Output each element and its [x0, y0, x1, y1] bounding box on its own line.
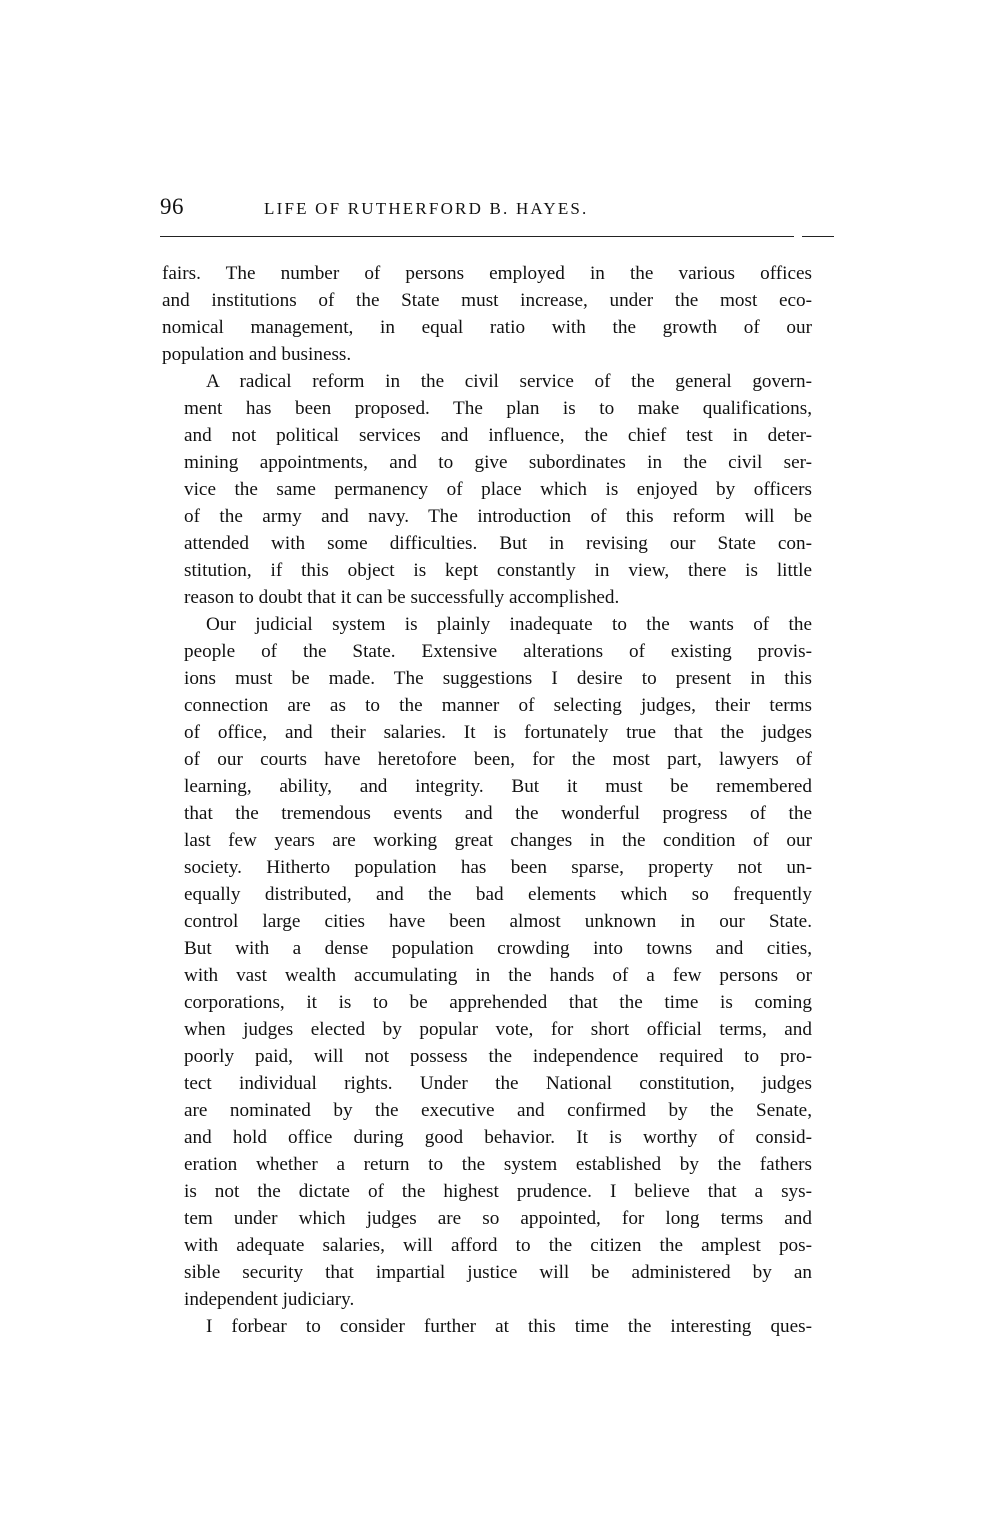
text-line: and institutions of the State must increase, under the most eco- — [162, 290, 812, 311]
text-line: independent judiciary. — [184, 1289, 355, 1310]
book-page — [162, 0, 812, 1517]
text-line: population and business. — [162, 344, 352, 365]
running-title: LIFE OF RUTHERFORD B. HAYES. — [264, 199, 589, 218]
paragraph — [162, 260, 812, 368]
text-line: last few years are working great changes in the condition of our — [184, 830, 812, 851]
text-line: sible security that impartial justice will be administered by an — [184, 1262, 812, 1283]
header-rule-tail — [802, 236, 834, 237]
text-line: ment has been proposed. The plan is to make qualifications, — [184, 398, 812, 419]
text-line: when judges elected by popular vote, for short official terms, and — [184, 1019, 812, 1040]
text-line: fairs. The number of persons employed in the various offices — [162, 263, 812, 284]
paragraph — [162, 368, 812, 611]
text-line: corporations, it is to be apprehended that the time is coming — [184, 992, 812, 1013]
text-line: is not the dictate of the highest prudence. I believe that a sys- — [184, 1181, 812, 1202]
text-line: with adequate salaries, will afford to the citizen the amplest pos- — [184, 1235, 812, 1256]
text-line: stitution, if this object is kept constantly in view, there is little — [184, 560, 812, 581]
text-line: eration whether a return to the system established by the fathers — [184, 1154, 812, 1175]
paragraph — [162, 1313, 812, 1340]
text-line: attended with some difficulties. But in revising our State con- — [184, 533, 812, 554]
text-line: that the tremendous events and the wonderful progress of the — [184, 803, 812, 824]
text-line: of the army and navy. The introduction of this reform will be — [184, 506, 812, 527]
text-line: I forbear to consider further at this time the interesting ques- — [206, 1316, 812, 1337]
text-line: Our judicial system is plainly inadequate to the wants of the — [206, 614, 812, 635]
text-line: control large cities have been almost unknown in our State. — [184, 911, 812, 932]
text-line: connection are as to the manner of selecting judges, their terms — [184, 695, 812, 716]
text-line: equally distributed, and the bad elements which so frequently — [184, 884, 812, 905]
paragraph — [162, 611, 812, 1313]
text-line: with vast wealth accumulating in the hands of a few persons or — [184, 965, 812, 986]
running-head — [162, 190, 802, 224]
text-line: are nominated by the executive and confirmed by the Senate, — [184, 1100, 812, 1121]
text-line: reason to doubt that it can be successfully accomplished. — [184, 587, 620, 608]
text-line: ions must be made. The suggestions I desire to present in this — [184, 668, 812, 689]
text-line: society. Hitherto population has been sparse, property not un- — [184, 857, 812, 878]
text-line: mining appointments, and to give subordinates in the civil ser- — [184, 452, 812, 473]
text-line: tect individual rights. Under the National constitution, judges — [184, 1073, 812, 1094]
text-line: learning, ability, and integrity. But it must be remembered — [184, 776, 812, 797]
text-line: vice the same permanency of place which is enjoyed by officers — [184, 479, 812, 500]
text-line: tem under which judges are so appointed, for long terms and — [184, 1208, 812, 1229]
page-number: 96 — [160, 194, 184, 219]
text-line: of our courts have heretofore been, for the most part, lawyers of — [184, 749, 812, 770]
body-text — [162, 260, 812, 1340]
text-line: and not political services and influence, the chief test in deter- — [184, 425, 812, 446]
text-line: nomical management, in equal ratio with the growth of our — [162, 317, 812, 338]
text-line: and hold office during good behavior. It is worthy of consid- — [184, 1127, 812, 1148]
text-line: people of the State. Extensive alterations of existing provis- — [184, 641, 812, 662]
text-line: of office, and their salaries. It is fortunately true that the judges — [184, 722, 812, 743]
text-line: A radical reform in the civil service of the general govern- — [206, 371, 812, 392]
header-rule — [160, 236, 794, 237]
text-line: poorly paid, will not possess the independence required to pro- — [184, 1046, 812, 1067]
text-line: But with a dense population crowding into towns and cities, — [184, 938, 812, 959]
